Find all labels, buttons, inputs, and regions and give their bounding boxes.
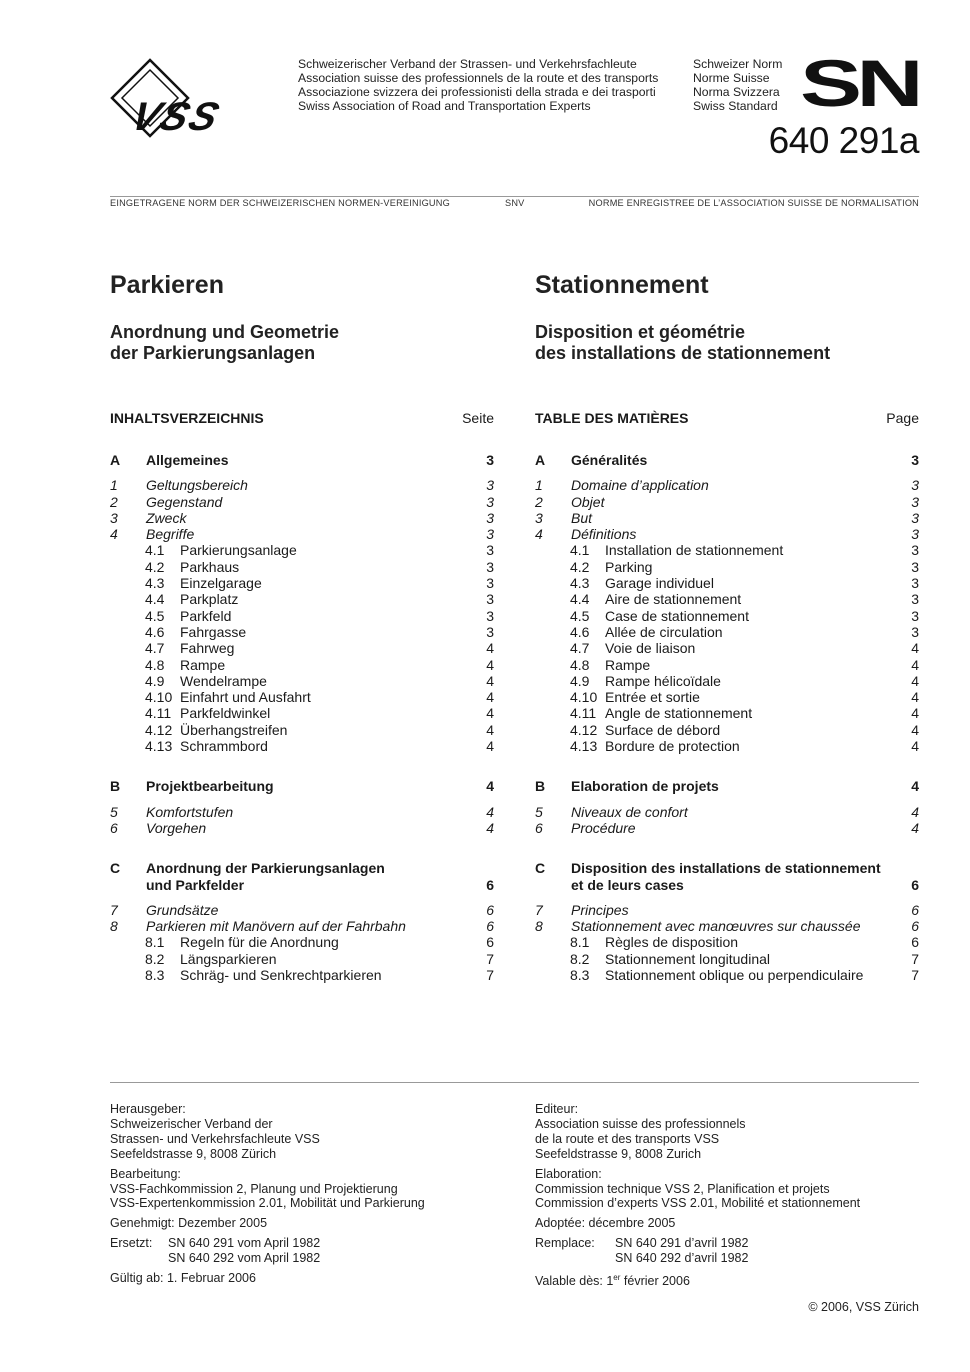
toc-body [535,452,919,983]
subitem-number: 4.2 [145,558,165,575]
item-page: 4 [486,803,494,820]
section-title [146,860,474,893]
item-title: Vorgehen [146,819,207,836]
subitem-title: Parkierungsanlage [180,542,297,559]
toc-item-row [110,804,494,820]
item-number: 2 [110,493,118,510]
subitem-page: 3 [486,558,494,575]
subitem-page: 3 [486,607,494,624]
subitem-number: 4.5 [145,607,165,624]
valid-from: Gültig ab: 1. Februar 2006 [110,1271,256,1286]
toc-subitem-row [110,657,494,673]
toc-item-row [535,804,919,820]
subitem-page: 7 [911,950,919,967]
toc-item-row [110,526,494,542]
subitem-number: 4.3 [145,575,165,592]
toc-title: TABLE DES MATIÈRES [535,410,689,426]
toc-subitem-row [110,624,494,640]
section-title-line: Allgemeines [146,452,229,468]
subitem-number: 4.8 [145,656,165,673]
valid-from: Valable dès: 1er février 2006 [535,1273,690,1289]
subitem-number: 8.2 [570,950,590,967]
subitem-title: Fahrweg [180,640,235,657]
subitem-page: 7 [486,950,494,967]
registration-mid: SNV [505,198,525,208]
subitem-title: Parkplatz [180,591,239,608]
subitem-page: 4 [486,738,494,755]
section-key: C [110,860,121,877]
item-number: 6 [110,819,118,836]
item-number: 6 [535,819,543,836]
section-title [146,452,474,468]
toc-section-row [535,860,919,893]
subitem-title: Installation de stationnement [605,542,784,559]
item-title: Définitions [571,526,637,543]
section-key: A [535,452,546,468]
item-number: 7 [535,901,543,918]
toc-subitem-row [535,559,919,575]
section-title-line: Elaboration de projets [571,778,719,795]
subitem-number: 4.1 [145,542,165,559]
section-gap [110,836,494,860]
item-page: 3 [911,526,919,543]
toc-subitem-row [110,951,494,967]
subitem-title: Rampe hélicoïdale [605,672,721,689]
section-page: 6 [911,876,919,893]
subitem-number: 4.10 [570,689,598,706]
toc-subitem-row [535,591,919,607]
subitem-title: Stationnement longitudinal [605,950,771,967]
subitem-title: Rampe [180,656,226,673]
item-title: Komfortstufen [146,803,234,820]
subitem-number: 4.7 [570,640,590,657]
toc-subitem-row [535,542,919,558]
item-number: 8 [535,918,543,935]
subitem-page: 4 [911,738,919,755]
toc-subitem-row [535,951,919,967]
subitem-number: 8.1 [145,934,165,951]
subitem-title: Schräg- und Senkrechtparkieren [180,967,382,984]
toc-subitem-row [535,673,919,689]
toc-section-row [110,778,494,794]
svg-text:VSS: VSS [125,93,227,139]
toc-item-row [110,820,494,836]
subitem-number: 4.4 [145,591,165,608]
item-title: Domaine d’application [571,477,709,494]
subitem-number: 4.8 [570,656,590,673]
section-gap [110,754,494,778]
section-title [571,778,899,794]
toc-subitem-row [535,575,919,591]
toc-subitem-row [110,967,494,983]
toc-subitem-row [535,934,919,950]
subitem-number: 4.10 [145,689,173,706]
subitem-title: Allée de circulation [605,623,723,640]
section-key: C [535,860,546,877]
publisher-info-de: Herausgeber: Schweizerischer Verband der Strassen- und Verkehrsfachleute VSS Seefeldstrasse 9, 8008 Zürich Bearbeitung: VSS-Fachkommission 2, Planung und Projektierung VSS-Expertenkommission 2.01, Mobilität und Parkierung Genehmigt: Dezember 2005 Ersetzt: SN 640 291 vom April 1982 SN 640 292 vom April 1982 Gültig ab: 1. Februar 2006 [110,1102,425,1286]
toc-section-row [535,452,919,468]
subitem-title: Surface de débord [605,721,721,738]
item-title: Objet [571,493,605,510]
toc-subitem-row [110,591,494,607]
norm-language-labels: Schweizer Norm Norme Suisse Norma Svizzera Swiss Standard [693,57,783,113]
item-page: 6 [911,901,919,918]
replaces: Remplace: SN 640 291 d’avril 1982 SN 640 292 d’avril 1982 [535,1236,749,1266]
subitem-page: 4 [911,705,919,722]
toc-subitem-row [110,575,494,591]
subitem-page: 4 [486,705,494,722]
subitem-title: Aire de stationnement [605,591,742,608]
footer-divider [110,1082,919,1083]
subitem-page: 3 [486,623,494,640]
subitem-title: Wendelrampe [180,672,267,689]
subitem-number: 4.11 [570,705,597,722]
standard-number: 640 291a [768,120,919,161]
subitem-title: Entrée et sortie [605,689,700,706]
section-key: B [535,778,546,795]
subitem-page: 4 [911,721,919,738]
toc-subitem-row [535,624,919,640]
subitem-number: 8.1 [570,934,590,951]
item-title: Begriffe [146,526,195,543]
section-key: A [110,452,121,468]
toc-subitem-row [535,738,919,754]
toc-body [110,452,494,983]
subitem-title: Rampe [605,656,651,673]
item-number: 8 [110,918,118,935]
toc-subitem-row [535,722,919,738]
item-page: 4 [486,819,494,836]
subitem-title: Einzelgarage [180,575,262,592]
item-page: 3 [486,509,494,526]
toc-item-row [110,494,494,510]
item-title: Stationnement avec manœuvres sur chaussée [571,918,861,935]
section-title [571,860,899,893]
toc-item-row [535,494,919,510]
subitem-title: Case de stationnement [605,607,749,624]
subitem-page: 3 [911,591,919,608]
item-page: 6 [911,918,919,935]
section-title [146,778,474,794]
item-title: Zweck [146,509,187,526]
item-title: Niveaux de confort [571,803,688,820]
subitem-page: 6 [911,934,919,951]
subitem-title: Fahrgasse [180,623,247,640]
item-page: 3 [486,493,494,510]
subitem-number: 4.13 [570,738,598,755]
toc-title: INHALTSVERZEICHNIS [110,410,264,426]
section-page: 3 [486,452,494,468]
section-title-line: und Parkfelder [146,876,245,893]
subitem-title: Parkfeld [180,607,232,624]
item-number: 1 [110,477,118,494]
section-title-line: Projektbearbeitung [146,778,274,795]
toc-fr [535,410,919,983]
subitem-number: 4.6 [145,623,165,640]
subitem-number: 8.2 [145,950,165,967]
page-column-label: Page [886,410,919,426]
subitem-page: 4 [486,656,494,673]
subitem-number: 4.9 [145,672,165,689]
toc-subitem-row [110,542,494,558]
subitem-page: 3 [486,591,494,608]
section-title-line: Généralités [571,452,648,468]
subitem-number: 8.3 [145,967,165,984]
registration-left: EINGETRAGENE NORM DER SCHWEIZERISCHEN NORMEN-VEREINIGUNG [110,198,450,208]
item-title: Principes [571,901,629,918]
subitem-number: 4.4 [570,591,590,608]
subitem-number: 8.3 [570,967,590,984]
item-number: 7 [110,901,118,918]
item-title: Grundsätze [146,901,219,918]
subitem-number: 4.12 [570,721,598,738]
subitem-number: 4.13 [145,738,173,755]
toc-de [110,410,494,983]
toc-subitem-row [535,657,919,673]
subitem-title: Bordure de protection [605,738,740,755]
item-number: 2 [535,493,543,510]
subitem-title: Voie de liaison [605,640,696,657]
subitem-title: Stationnement oblique ou perpendiculaire [605,967,864,984]
toc-item-row [535,510,919,526]
subitem-number: 4.5 [570,607,590,624]
subitem-title: Angle de stationnement [605,705,753,722]
subitem-page: 3 [911,575,919,592]
subitem-title: Garage individuel [605,575,714,592]
toc-item-row [535,526,919,542]
subitem-title: Schrammbord [180,738,268,755]
subitem-title: Parkhaus [180,558,240,575]
title-fr: Stationnement [535,271,709,299]
subitem-page: 4 [486,689,494,706]
section-page: 4 [486,778,494,795]
toc-subitem-row [110,705,494,721]
subitem-page: 4 [486,672,494,689]
subitem-title: Einfahrt und Ausfahrt [180,689,311,706]
toc-section-row [110,860,494,893]
item-page: 6 [486,901,494,918]
subitem-number: 4.11 [145,705,172,722]
section-page: 6 [486,876,494,893]
item-page: 4 [911,803,919,820]
subitem-title: Längsparkieren [180,950,277,967]
page-column-label: Seite [462,410,494,426]
section-page: 3 [911,452,919,468]
item-page: 3 [486,526,494,543]
subitem-page: 4 [486,721,494,738]
toc-subitem-row [110,722,494,738]
replaces: Ersetzt: SN 640 291 vom April 1982 SN 640 292 vom April 1982 [110,1236,321,1266]
item-title: Procédure [571,819,636,836]
subitem-page: 6 [486,934,494,951]
subitem-page: 4 [486,640,494,657]
item-page: 3 [486,477,494,494]
item-page: 3 [911,493,919,510]
item-title: Gegenstand [146,493,223,510]
toc-heading [535,410,919,430]
subitem-number: 4.1 [570,542,590,559]
vss-logo [110,58,290,140]
toc-item-row [110,477,494,493]
divider [110,196,919,197]
item-number: 4 [535,526,543,543]
item-number: 3 [535,509,543,526]
subitem-page: 3 [486,542,494,559]
section-gap [535,836,919,860]
subitem-page: 3 [911,542,919,559]
subitem-title: Regeln für die Anordnung [180,934,339,951]
subitem-page: 4 [911,689,919,706]
toc-item-row [535,477,919,493]
copyright: © 2006, VSS Zürich [808,1300,919,1314]
item-title: But [571,509,593,526]
toc-subitem-row [110,608,494,624]
subitem-title: Règles de disposition [605,934,739,951]
subitem-page: 7 [911,967,919,984]
toc-item-row [110,918,494,934]
subitem-page: 7 [486,967,494,984]
section-key: B [110,778,121,795]
subtitle-de: Anordnung und Geometrie der Parkierungsanlagen [110,322,339,363]
section-gap [535,754,919,778]
toc-heading [110,410,494,430]
toc-subitem-row [535,689,919,705]
toc-item-row [535,902,919,918]
item-number: 3 [110,509,118,526]
section-title-line: Disposition des installations de stationnement [571,860,881,877]
toc-section-row [110,452,494,468]
association-names: Schweizerischer Verband der Strassen- und Verkehrsfachleute Association suisse des professionnels de la route et des transports Associazione svizzera dei professionisti della strada e dei trasporti Swiss Association of Road and Transportation Experts [298,57,659,113]
subitem-title: Überhangstreifen [180,721,288,738]
section-title-line: Anordnung der Parkierungsanlagen [146,860,385,877]
publisher-info-fr: Editeur: Association suisse des professionnels de la route et des transports VSS Seefeldstrasse 9, 8008 Zurich Elaboration: Commission technique VSS 2, Planification et projets Commission d’experts VSS 2.01, Mobilité et stationnement Adoptée: décembre 2005 Remplace: SN 640 291 d’avril 1982 SN 640 292 d’avril 1982 Valable dès: 1er février 2006 [535,1102,861,1289]
subitem-number: 4.3 [570,575,590,592]
subitem-page: 4 [911,640,919,657]
section-page: 4 [911,778,919,795]
item-number: 1 [535,477,543,494]
subitem-title: Parkfeldwinkel [180,705,271,722]
toc-subitem-row [535,705,919,721]
approved-date: Adoptée: décembre 2005 [535,1216,676,1231]
approved-date: Genehmigt: Dezember 2005 [110,1216,268,1231]
subitem-page: 3 [486,575,494,592]
item-title: Parkieren mit Manövern auf der Fahrbahn [146,918,406,935]
subitem-number: 4.9 [570,672,590,689]
toc-item-row [110,902,494,918]
toc-subitem-row [110,559,494,575]
toc-subitem-row [535,608,919,624]
subitem-page: 3 [911,623,919,640]
subitem-page: 4 [911,656,919,673]
sn-logo [800,52,920,112]
subitem-title: Parking [605,558,653,575]
toc-subitem-row [110,689,494,705]
toc-subitem-row [535,640,919,656]
subitem-page: 3 [911,558,919,575]
subitem-number: 4.12 [145,721,173,738]
item-number: 5 [535,803,543,820]
subitem-number: 4.7 [145,640,165,657]
subtitle-fr: Disposition et géométrie des installations de stationnement [535,322,831,363]
item-title: Geltungsbereich [146,477,248,494]
toc-item-row [535,820,919,836]
section-title-line: et de leurs cases [571,876,684,893]
toc-subitem-row [110,738,494,754]
item-page: 6 [486,918,494,935]
toc-subitem-row [110,640,494,656]
item-number: 5 [110,803,118,820]
subitem-number: 4.6 [570,623,590,640]
subitem-page: 4 [911,672,919,689]
toc-item-row [535,918,919,934]
toc-subitem-row [535,967,919,983]
toc-section-row [535,778,919,794]
toc-item-row [110,510,494,526]
title-de: Parkieren [110,271,224,299]
svg-text:SN: SN [800,52,919,112]
item-number: 4 [110,526,118,543]
item-page: 3 [911,509,919,526]
registration-right: NORME ENREGISTREE DE L’ASSOCIATION SUISSE DE NORMALISATION [588,198,919,208]
item-page: 4 [911,819,919,836]
toc-subitem-row [110,934,494,950]
subitem-number: 4.2 [570,558,590,575]
section-title [571,452,899,468]
toc-subitem-row [110,673,494,689]
subitem-page: 3 [911,607,919,624]
item-page: 3 [911,477,919,494]
